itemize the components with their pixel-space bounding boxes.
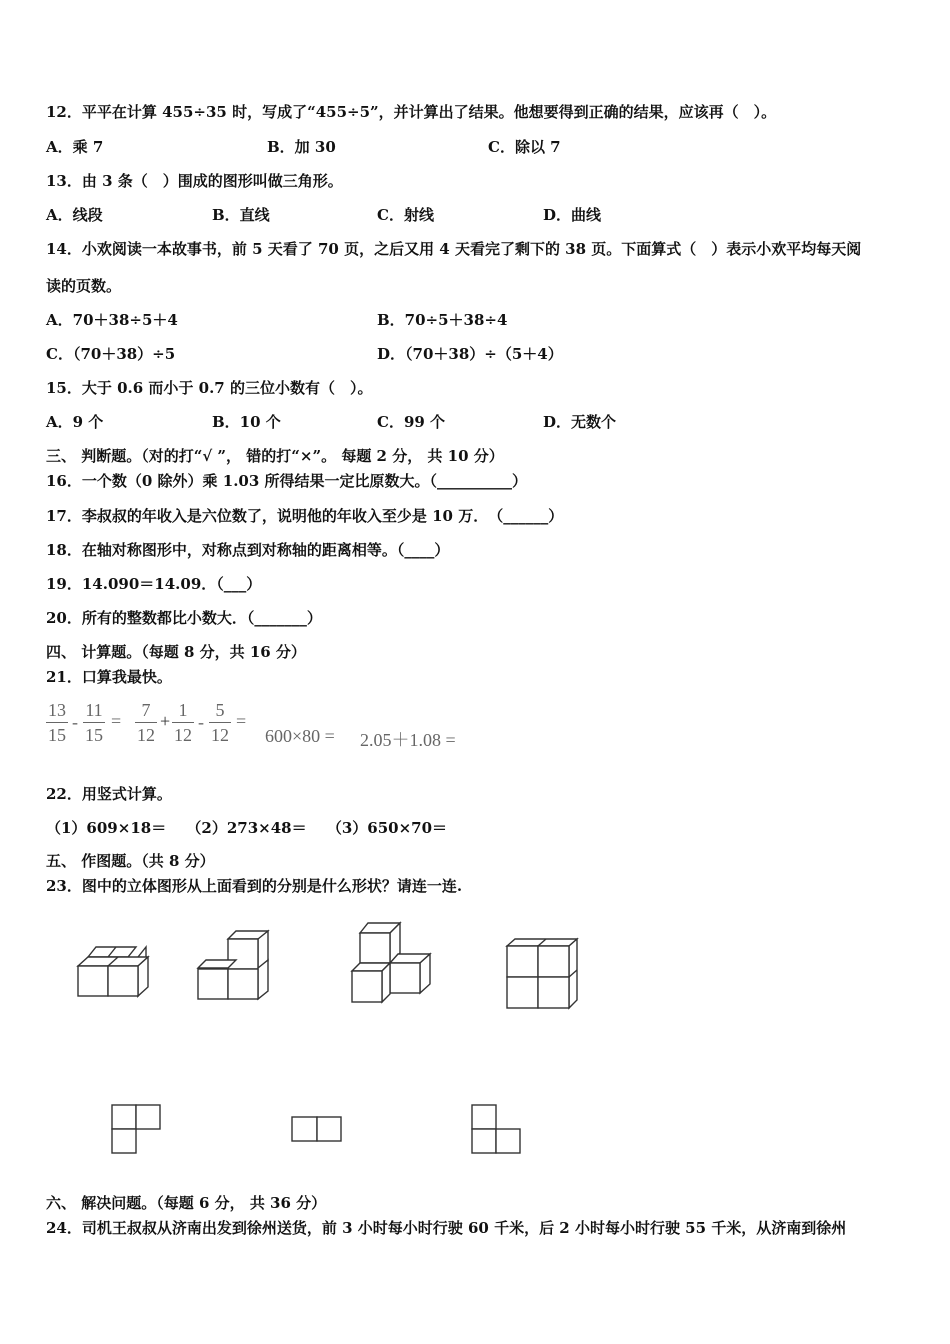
section-4-heading: 四、 计算题。（每题 8 分，共 16 分） <box>46 643 306 661</box>
q14-option-d[interactable]: D．（70＋38）÷（5＋4） <box>377 345 563 363</box>
q12-option-a[interactable]: A．乘 7 <box>46 138 104 156</box>
question-22: 22．用竖式计算。 <box>46 785 172 803</box>
q15-option-d[interactable]: D．无数个 <box>543 413 617 431</box>
section-5-heading: 五、 作图题。（共 8 分） <box>46 852 215 870</box>
fraction-numerator: 7 <box>141 700 151 720</box>
question-24: 24．司机王叔叔从济南出发到徐州送货，前 3 小时每小时行驶 60 千米，后 2 小时每小时行驶 55 千米，从济南到徐州 <box>46 1219 847 1237</box>
fraction-numerator: 5 <box>215 700 225 720</box>
q12-option-b[interactable]: B．加 30 <box>267 138 336 156</box>
expression-600x80: 600×80 = <box>265 726 335 746</box>
question-15: 15．大于 0.6 而小于 0.7 的三位小数有（ ）。 <box>46 379 373 397</box>
fraction-numerator: 11 <box>85 700 103 720</box>
question-14-line1: 14．小欢阅读一本故事书，前 5 天看了 70 页，之后又用 4 天看完了剩下的 38 页。下面算式（ ）表示小欢平均每天阅 <box>46 240 862 258</box>
fraction-numerator: 1 <box>178 700 188 720</box>
q14-option-c[interactable]: C．（70＋38）÷5 <box>46 345 176 363</box>
q12-option-c[interactable]: C．除以 7 <box>488 138 561 156</box>
fraction-1-12 <box>172 700 194 745</box>
question-23: 23．图中的立体图形从上面看到的分别是什么形状？请连一连. <box>46 877 463 895</box>
fraction-numerator: 13 <box>48 700 66 720</box>
top-view-shape-3 <box>470 1103 524 1155</box>
question-13: 13．由 3 条（ ）围成的图形叫做三角形。 <box>46 172 343 190</box>
q14-option-a[interactable]: A．70＋38÷5＋4 <box>46 311 178 329</box>
q15-option-b[interactable]: B．10 个 <box>212 413 281 431</box>
fraction-denominator: 12 <box>211 725 229 745</box>
question-19: 19．14.090＝14.09．（___） <box>46 575 262 593</box>
question-14-line2: 读的页数。 <box>46 277 122 295</box>
question-18: 18．在轴对称图形中，对称点到对称轴的距离相等。（____） <box>46 541 450 559</box>
fraction-11-15 <box>83 700 105 745</box>
q13-option-d[interactable]: D．曲线 <box>543 206 602 224</box>
fraction-denominator: 15 <box>48 725 66 745</box>
minus-sign: - <box>198 712 204 732</box>
question-16: 16．一个数（0 除外）乘 1.03 所得结果一定比原数大。（__________） <box>46 472 528 490</box>
q14-option-b[interactable]: B．70÷5＋38÷4 <box>377 311 508 329</box>
section-3-heading: 三、 判断题。（对的打“√ ”， 错的打“×”。 每题 2 分， 共 10 分） <box>46 447 504 465</box>
top-view-shape-2 <box>290 1115 344 1143</box>
q15-option-a[interactable]: A．9 个 <box>46 413 104 431</box>
q13-option-c[interactable]: C．射线 <box>377 206 434 224</box>
solid-figure-4 <box>503 936 579 1012</box>
fraction-13-15 <box>46 700 68 745</box>
fraction-denominator: 15 <box>85 725 103 745</box>
solid-figure-2 <box>196 928 272 1004</box>
fraction-denominator: 12 <box>174 725 192 745</box>
question-21: 21．口算我最快。 <box>46 668 172 686</box>
plus-sign: + <box>160 711 171 731</box>
fraction-5-12 <box>209 700 231 745</box>
q15-option-c[interactable]: C．99 个 <box>377 413 446 431</box>
section-6-heading: 六、 解决问题。（每题 6 分， 共 36 分） <box>46 1194 327 1212</box>
q22-items: （1）609×18＝ （2）273×48＝ （3）650×70＝ <box>46 819 448 837</box>
top-view-shape-1 <box>110 1103 164 1155</box>
question-20: 20．所有的整数都比小数大．（_______） <box>46 609 322 627</box>
question-12: 12．平平在计算 455÷35 时，写成了“455÷5”，并计算出了结果。他想要得到正确的结果，应该再（ ）。 <box>46 103 777 121</box>
solid-figure-3 <box>348 920 434 1008</box>
question-17: 17．李叔叔的年收入是六位数了，说明他的年收入至少是 10 万． （______） <box>46 507 564 525</box>
fraction-7-12 <box>135 700 157 745</box>
equals-sign: = <box>236 711 247 731</box>
solid-figure-1 <box>76 944 152 1000</box>
fraction-denominator: 12 <box>137 725 155 745</box>
expression-2.05-plus-1.08: 2.05＋1.08 = <box>360 730 456 750</box>
equals-sign: = <box>111 711 122 731</box>
q13-option-b[interactable]: B．直线 <box>212 206 270 224</box>
minus-sign: - <box>72 712 78 732</box>
q13-option-a[interactable]: A．线段 <box>46 206 103 224</box>
